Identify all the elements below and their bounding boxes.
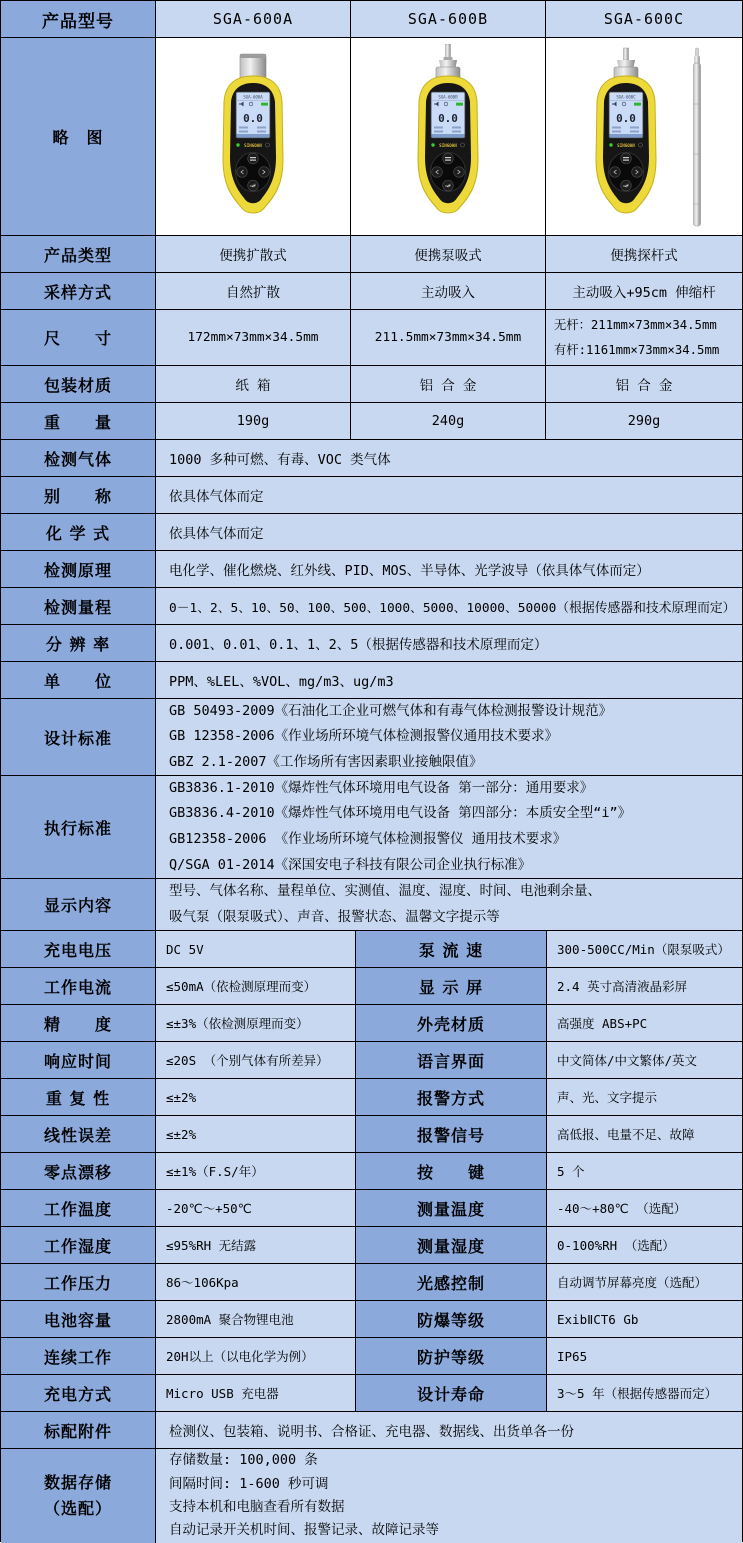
sketch-row	[1, 38, 742, 236]
row-value: 240g	[351, 403, 546, 440]
svg-text:SGA-600C: SGA-600C	[616, 94, 636, 99]
row-label: 执行标准	[1, 776, 156, 879]
row-label: 报警信号	[356, 1116, 547, 1153]
row-label: 工作温度	[1, 1190, 156, 1227]
battery-icon	[261, 102, 268, 105]
row-value: 自然扩散	[156, 273, 351, 310]
row-value: 铝 合 金	[546, 366, 742, 403]
standard-line: GB12358-2006 《作业场所环境气体检测报警仪 通用技术要求》	[169, 831, 567, 847]
spec-row	[1, 1153, 742, 1190]
storage-line: 存储数量: 100,000 条	[169, 1452, 318, 1469]
spec-row	[1, 1338, 742, 1375]
table-row	[1, 273, 742, 310]
row-label: 精 度	[1, 1005, 156, 1042]
row-label: 工作湿度	[1, 1227, 156, 1264]
table-row	[1, 514, 742, 551]
svg-text:SINGOAN: SINGOAN	[617, 142, 635, 148]
row-value: 高低报、电量不足、故障	[547, 1116, 742, 1153]
table-row	[1, 588, 742, 625]
row-value: ≤±1%（F.S/年）	[156, 1153, 356, 1190]
svg-text:SINGOAN: SINGOAN	[439, 142, 457, 148]
row-label: 化 学 式	[1, 514, 156, 551]
display-content-line: 型号、气体名称、量程单位、实测值、温度、湿度、时间、电池剩余量、	[169, 882, 601, 899]
row-value: -40～+80℃ （选配）	[547, 1190, 742, 1227]
standard-line: GB3836.1-2010《爆炸性气体环境用电气设备 第一部分：通用要求》	[169, 779, 594, 796]
standard-line: GBZ 2.1-2007《工作场所有害因素职业接触限值》	[169, 753, 483, 770]
model-name-c: SGA-600C	[546, 1, 742, 38]
row-label: 语言界面	[356, 1042, 547, 1079]
row-label	[1, 1449, 156, 1543]
row-value	[156, 776, 742, 879]
row-value: 0-100%RH （选配）	[547, 1227, 742, 1264]
row-value: 纸 箱	[156, 366, 351, 403]
row-value: 中文简体/中文繁体/英文	[547, 1042, 742, 1079]
row-value: ≤20S （个别气体有所差异）	[156, 1042, 356, 1079]
spec-row	[1, 968, 742, 1005]
row-value: 0－1、2、5、10、50、100、500、1000、5000、10000、50000（根据传感器和技术原理而定）	[156, 588, 742, 625]
row-label: 分 辨 率	[1, 625, 156, 662]
table-row	[1, 477, 742, 514]
row-value: 3～5 年（根据传感器而定）	[547, 1375, 742, 1412]
dimension-line: 无杆：211mm×73mm×34.5mm	[554, 317, 717, 332]
row-value: 211.5mm×73mm×34.5mm	[351, 310, 546, 366]
row-value: ExibⅡCT6 Gb	[547, 1301, 742, 1338]
row-label: 标配附件	[1, 1412, 156, 1449]
storage-label-line: （选配）	[43, 1499, 112, 1518]
spec-row	[1, 1190, 742, 1227]
storage-line: 支持本机和电脑查看所有数据	[169, 1499, 345, 1515]
row-value: 1000 多种可燃、有毒、VOC 类气体	[156, 440, 742, 477]
table-row	[1, 1412, 742, 1449]
row-value	[156, 699, 742, 776]
table-row	[1, 1449, 742, 1543]
spec-row	[1, 1116, 742, 1153]
row-label: 电池容量	[1, 1301, 156, 1338]
spec-row	[1, 1227, 742, 1264]
row-value: 便携扩散式	[156, 236, 351, 273]
row-value: 高强度 ABS+PC	[547, 1005, 742, 1042]
storage-line: 间隔时间: 1-600 秒可调	[169, 1475, 329, 1492]
model-name-b: SGA-600B	[351, 1, 546, 38]
row-value: DC 5V	[156, 931, 356, 968]
header-label: 产品型号	[1, 1, 156, 38]
storage-label-line: 数据存储	[43, 1473, 112, 1492]
row-label: 重 复 性	[1, 1079, 156, 1116]
row-value: 300-500CC/Min（限泵吸式）	[547, 931, 742, 968]
table-row	[1, 625, 742, 662]
spec-row	[1, 1301, 742, 1338]
row-value: 20H以上（以电化学为例）	[156, 1338, 356, 1375]
row-label: 泵 流 速	[356, 931, 547, 968]
row-label: 零点漂移	[1, 1153, 156, 1190]
probe-tube	[624, 48, 629, 60]
status-led	[431, 143, 434, 146]
row-label: 检测量程	[1, 588, 156, 625]
device-photo-cell-c	[546, 38, 742, 236]
device-photo-sga-600a	[187, 44, 319, 230]
row-value: 190g	[156, 403, 351, 440]
row-label: 报警方式	[356, 1079, 547, 1116]
dimension-line: 有杆:1161mm×73mm×34.5mm	[554, 342, 720, 357]
row-label: 按 键	[356, 1153, 547, 1190]
row-label: 单 位	[1, 662, 156, 699]
status-led	[609, 143, 612, 146]
row-value: 2800mA 聚合物锂电池	[156, 1301, 356, 1338]
row-label: 光感控制	[356, 1264, 547, 1301]
spec-row	[1, 1005, 742, 1042]
table-row	[1, 662, 742, 699]
table-row	[1, 310, 742, 366]
row-value: 依具体气体而定	[156, 514, 742, 551]
row-label: 包装材质	[1, 366, 156, 403]
row-label: 连续工作	[1, 1338, 156, 1375]
device-photo-cell-b	[351, 38, 546, 236]
device-photo-cell-a	[156, 38, 351, 236]
row-value: 电化学、催化燃烧、红外线、PID、MOS、半导体、光学波导（依具体气体而定）	[156, 551, 742, 588]
header-row	[1, 1, 742, 38]
table-row	[1, 236, 742, 273]
row-value	[546, 310, 742, 366]
spec-row	[1, 1375, 742, 1412]
row-label: 响应时间	[1, 1042, 156, 1079]
row-value: 依具体气体而定	[156, 477, 742, 514]
row-label: 检测原理	[1, 551, 156, 588]
row-label: 工作压力	[1, 1264, 156, 1301]
storage-line: 自动记录开关机时间、报警记录、故障记录等	[169, 1522, 439, 1539]
row-value: 便携探杆式	[546, 236, 742, 273]
row-value: 2.4 英寸高清液晶彩屏	[547, 968, 742, 1005]
row-value: 检测仪、包装箱、说明书、合格证、充电器、数据线、出货单各一份	[156, 1412, 742, 1449]
row-label: 显示内容	[1, 879, 156, 931]
table-row	[1, 551, 742, 588]
row-label: 测量湿度	[356, 1227, 547, 1264]
row-value: -20℃～+50℃	[156, 1190, 356, 1227]
row-label: 重 量	[1, 403, 156, 440]
row-label: 设计标准	[1, 699, 156, 776]
svg-text:SGA-600B: SGA-600B	[438, 94, 458, 99]
row-value: 172mm×73mm×34.5mm	[156, 310, 351, 366]
row-value: IP65	[547, 1338, 742, 1375]
standard-line: GB3836.4-2010《爆炸性气体环境用电气设备 第四部分：本质安全型“i”》	[169, 805, 632, 822]
table-row	[1, 440, 742, 477]
row-value: 主动吸入	[351, 273, 546, 310]
table-row	[1, 879, 742, 931]
probe-tube	[446, 44, 451, 59]
row-label: 设计寿命	[356, 1375, 547, 1412]
row-label: 工作电流	[1, 968, 156, 1005]
display-content-line: 吸气泵（限泵吸式）、声音、报警状态、温馨文字提示等	[169, 908, 500, 925]
row-value: 自动调节屏幕亮度（选配）	[547, 1264, 742, 1301]
battery-icon	[456, 102, 463, 105]
row-value: 5 个	[547, 1153, 742, 1190]
row-value: ≤95%RH 无结露	[156, 1227, 356, 1264]
row-label: 防护等级	[356, 1338, 547, 1375]
standard-line: GB 50493-2009《石油化工企业可燃气体和有毒气体检测报警设计规范》	[169, 702, 613, 719]
standard-line: Q/SGA 01-2014《深国安电子科技有限公司企业执行标准》	[169, 856, 532, 873]
svg-text:SINGOAN: SINGOAN	[244, 142, 262, 148]
row-label: 外壳材质	[356, 1005, 547, 1042]
row-value: 0.001、0.01、0.1、1、2、5（根据传感器和技术原理而定）	[156, 625, 742, 662]
row-value	[156, 1449, 742, 1543]
model-name-a: SGA-600A	[156, 1, 351, 38]
spec-row	[1, 1264, 742, 1301]
row-value: 86～106Kpa	[156, 1264, 356, 1301]
row-label: 尺 寸	[1, 310, 156, 366]
table-row	[1, 403, 742, 440]
battery-icon	[634, 102, 641, 105]
svg-text:0.0: 0.0	[616, 111, 636, 125]
row-label: 充电方式	[1, 1375, 156, 1412]
row-value: 主动吸入+95cm 伸缩杆	[546, 273, 742, 310]
row-value: ≤50mA（依检测原理而变）	[156, 968, 356, 1005]
row-label: 别 称	[1, 477, 156, 514]
sketch-label: 略 图	[1, 38, 156, 236]
standard-line: GB 12358-2006《作业场所环境气体检测报警仪通用技术要求》	[169, 728, 559, 745]
row-label: 采样方式	[1, 273, 156, 310]
row-label: 测量温度	[356, 1190, 547, 1227]
svg-text:SGA-600A: SGA-600A	[243, 94, 263, 99]
row-value: 290g	[546, 403, 742, 440]
spec-row	[1, 1042, 742, 1079]
row-value: ≤±2%	[156, 1079, 356, 1116]
row-label: 防爆等级	[356, 1301, 547, 1338]
row-value: 声、光、文字提示	[547, 1079, 742, 1116]
row-label: 产品类型	[1, 236, 156, 273]
table-row	[1, 699, 742, 776]
row-value: ≤±3%（依检测原理而变）	[156, 1005, 356, 1042]
row-label: 线性误差	[1, 1116, 156, 1153]
svg-text:0.0: 0.0	[438, 111, 458, 125]
row-value: ≤±2%	[156, 1116, 356, 1153]
row-label: 显 示 屏	[356, 968, 547, 1005]
status-led	[236, 143, 239, 146]
telescopic-rod	[694, 48, 701, 226]
spec-row	[1, 931, 742, 968]
row-value: 铝 合 金	[351, 366, 546, 403]
row-value	[156, 879, 742, 931]
device-photo-sga-600c	[560, 44, 728, 230]
row-value: Micro USB 充电器	[156, 1375, 356, 1412]
table-row	[1, 776, 742, 879]
row-value: PPM、%LEL、%VOL、mg/m3、ug/m3	[156, 662, 742, 699]
row-label: 充电电压	[1, 931, 156, 968]
svg-text:0.0: 0.0	[243, 111, 263, 125]
row-label: 检测气体	[1, 440, 156, 477]
device-photo-sga-600b	[382, 44, 514, 230]
spec-row	[1, 1079, 742, 1116]
table-row	[1, 366, 742, 403]
row-value: 便携泵吸式	[351, 236, 546, 273]
